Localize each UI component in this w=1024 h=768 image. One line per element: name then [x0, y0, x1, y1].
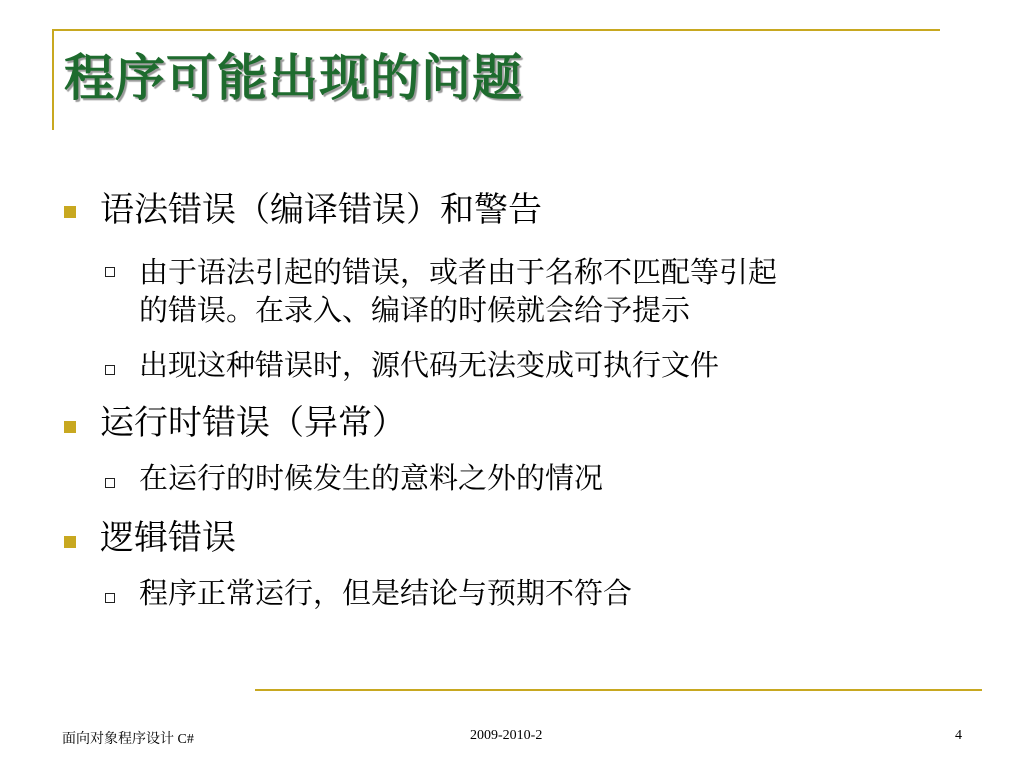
hollow-square-bullet-icon: [105, 267, 115, 277]
hollow-square-bullet-icon: [105, 478, 115, 488]
footer-rule: [255, 689, 982, 691]
footer-course: 面向对象程序设计 C#: [62, 732, 194, 747]
bullet-level1-syntax-errors: 语法错误（编译错误）和警告: [100, 190, 542, 230]
filled-square-bullet-icon: [64, 421, 76, 433]
bullet-level2-unexpected: 在运行的时候发生的意料之外的情况: [139, 461, 604, 495]
bullet-level2-syntax-cause-continuation: 的错误。在录入、编译的时候就会给予提示: [139, 293, 691, 327]
bullet-level2-syntax-cause: 由于语法引起的错误，或者由于名称不匹配等引起: [139, 255, 778, 289]
footer-term: 2009-2010-2: [470, 728, 543, 743]
footer-page-number: 4: [955, 728, 962, 743]
filled-square-bullet-icon: [64, 206, 76, 218]
bullet-level2-no-executable: 出现这种错误时，源代码无法变成可执行文件: [139, 348, 720, 382]
hollow-square-bullet-icon: [105, 593, 115, 603]
slide-title: 程序可能出现的问题: [64, 49, 523, 107]
hollow-square-bullet-icon: [105, 365, 115, 375]
bullet-level1-logic-errors: 逻辑错误: [100, 518, 236, 558]
bullet-level2-logic-mismatch: 程序正常运行，但是结论与预期不符合: [139, 576, 633, 610]
bullet-level1-runtime-errors: 运行时错误（异常）: [100, 403, 406, 443]
filled-square-bullet-icon: [64, 536, 76, 548]
